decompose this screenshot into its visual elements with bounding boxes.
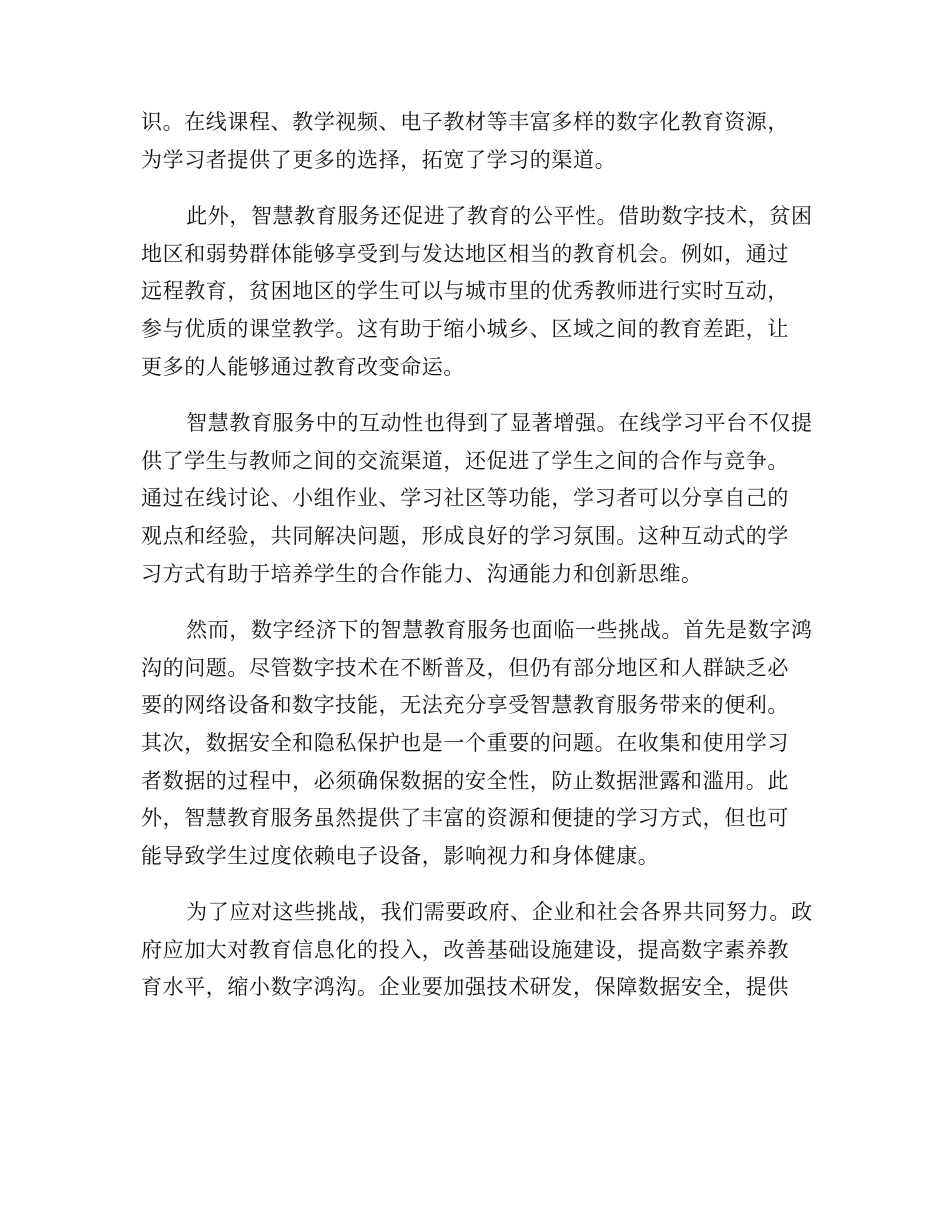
text-line: 为了应对这些挑战，我们需要政府、企业和社会各界共同努力。政 (186, 900, 813, 925)
text-line: 府应加大对教育信息化的投入，改善基础设施建设，提高数字素养教 (141, 937, 789, 962)
text-line: 外，智慧教育服务虽然提供了丰富的资源和便捷的学习方式，但也可 (141, 806, 789, 831)
text-line: 供了学生与教师之间的交流渠道，还促进了学生之间的合作与竞争。 (141, 448, 789, 473)
text-line: 更多的人能够通过教育改变命运。 (141, 354, 465, 379)
paragraph-3 (141, 405, 813, 593)
text-line: 能导致学生过度依赖电子设备，影响视力和身体健康。 (141, 843, 660, 868)
text-line: 育水平，缩小数字鸿沟。企业要加强技术研发，保障数据安全，提供 (141, 975, 789, 1000)
text-line: 通过在线讨论、小组作业、学习社区等功能，学习者可以分享自己的 (141, 486, 789, 511)
paragraph-5 (141, 894, 813, 1007)
text-line: 智慧教育服务中的互动性也得到了显著增强。在线学习平台不仅提 (186, 411, 813, 436)
paragraph-4 (141, 612, 813, 875)
text-line: 沟的问题。尽管数字技术在不断普及，但仍有部分地区和人群缺乏必 (141, 655, 789, 680)
text-line: 观点和经验，共同解决问题，形成良好的学习氛围。这种互动式的学 (141, 523, 789, 548)
text-line: 远程教育，贫困地区的学生可以与城市里的优秀教师进行实时互动， (141, 279, 789, 304)
text-line: 然而，数字经济下的智慧教育服务也面临一些挑战。首先是数字鸿 (186, 618, 813, 643)
text-line: 参与优质的课堂教学。这有助于缩小城乡、区域之间的教育差距，让 (141, 316, 789, 341)
paragraph-1 (141, 104, 809, 179)
text-line: 此外，智慧教育服务还促进了教育的公平性。借助数字技术，贫困 (186, 204, 813, 229)
paragraph-2 (141, 198, 813, 386)
document-body (141, 104, 813, 1026)
text-line: 习方式有助于培养学生的合作能力、沟通能力和创新思维。 (141, 561, 703, 586)
text-line: 其次，数据安全和隐私保护也是一个重要的问题。在收集和使用学习 (141, 730, 789, 755)
text-line: 地区和弱势群体能够享受到与发达地区相当的教育机会。例如，通过 (141, 241, 789, 266)
text-line: 者数据的过程中，必须确保数据的安全性，防止数据泄露和滥用。此 (141, 768, 789, 793)
text-line: 要的网络设备和数字技能，无法充分享受智慧教育服务带来的便利。 (141, 693, 789, 718)
text-line: 识。在线课程、教学视频、电子教材等丰富多样的数字化教育资源， (141, 110, 789, 134)
text-line: 为学习者提供了更多的选择，拓宽了学习的渠道。 (141, 147, 617, 172)
